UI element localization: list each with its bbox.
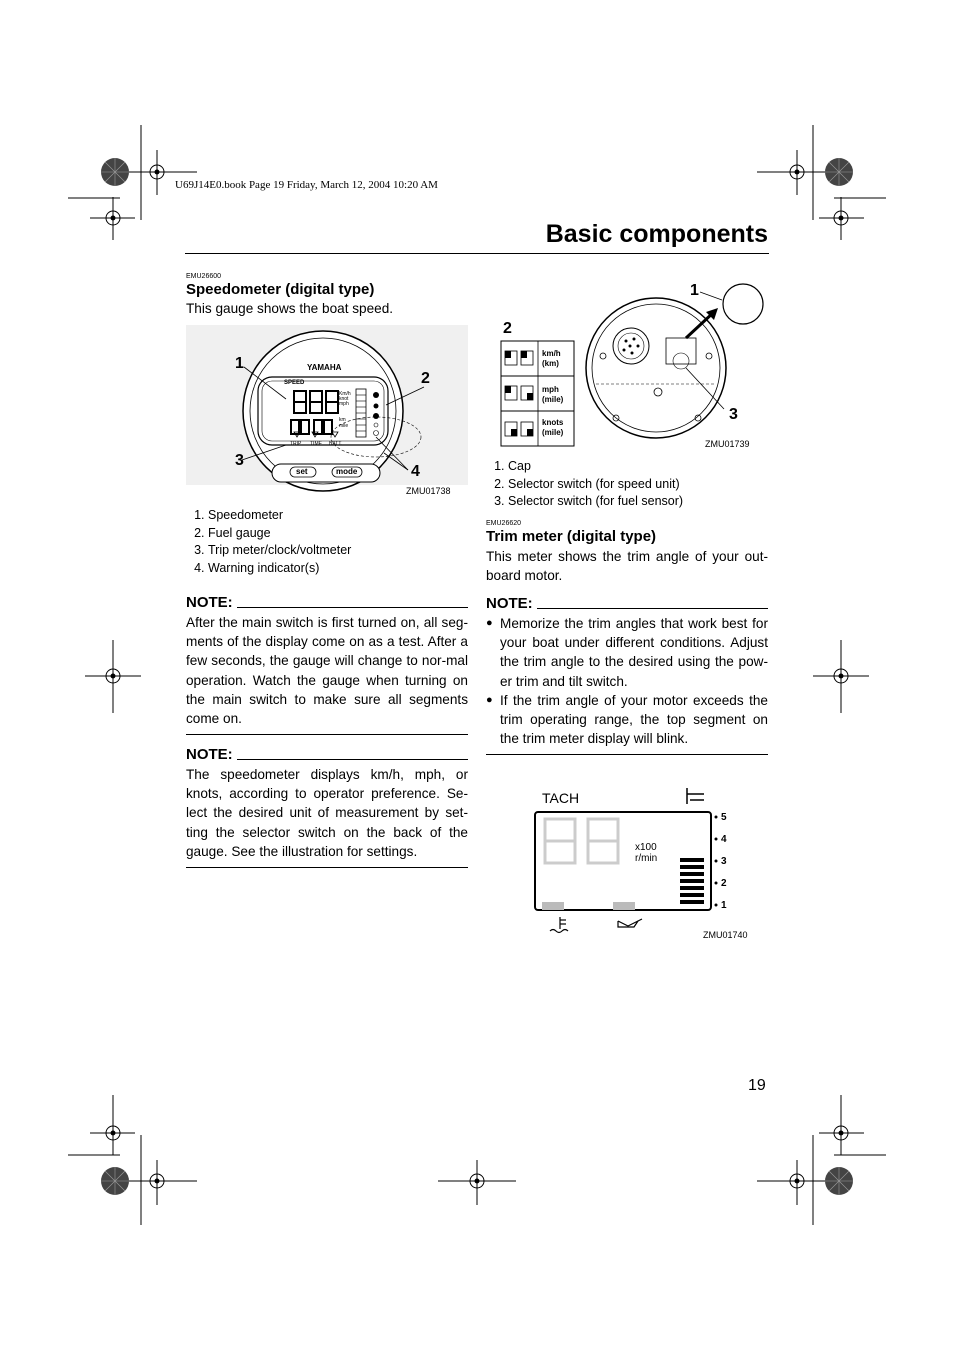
caption-item: 2. Fuel gauge [208,525,468,543]
note-1 [186,594,468,735]
callout-2: 2 [503,320,512,337]
section-heading: Trim meter (digital type) [486,528,657,545]
section-code: EMU26620 [486,520,522,527]
bullet-icon: ● [486,617,493,629]
callout-2: 2 [421,370,430,387]
page-title: Basic components [545,220,768,248]
note-label: NOTE: [186,746,233,763]
section-code: EMU26600 [186,273,222,280]
unit-kmh: Km/h [339,391,351,397]
setting-km: (km) [542,359,559,368]
scale-4: 4 [721,834,727,845]
unit-knot: knot [339,396,349,402]
tach-label: TACH [542,790,580,806]
speedometer-figure [186,325,468,500]
selector-switch-figure [486,276,770,456]
print-header: U69J14E0.book Page 19 Friday, March 12, 2004 10:20 AM [175,179,438,191]
callout-1: 1 [235,355,244,372]
scale-3: 3 [721,856,727,867]
figure-code: ZMU01739 [705,439,750,449]
unit-mph: mph [339,401,349,407]
unit-km: km [339,417,346,423]
section-intro: This gauge shows the boat speed. [186,301,394,316]
scale-5: 5 [721,812,727,823]
callout-4: 4 [411,463,420,480]
setting-mile: (mile) [542,428,564,437]
mode-button: mode [336,467,358,476]
unit-x100: x100 [635,842,657,853]
bullet-item: ● Memorize the trim angles that work best for your boat under different conditions. Adjust the trim angle to the desired using the pow-er trim and tilt switch. [486,614,768,691]
bullet-icon: ● [486,693,493,706]
figure-code: ZMU01738 [406,486,451,496]
callout-1: 1 [690,282,699,299]
title-divider [185,253,769,254]
figure-code: ZMU01740 [703,930,748,940]
caption-item: 1. Cap [508,458,768,476]
scale-2: 2 [721,878,727,889]
caption-item: 3. Trip meter/clock/voltmeter [208,542,468,560]
trim-meter-figure [530,784,755,944]
speed-label: SPEED [284,380,305,386]
note-text: The speedometer displays km/h, mph, or knots, according to operator preference. Se-lect the desired unit of measurement by set-ting the selector switch on the back of the gauge. See the illustration for settings. [186,767,468,859]
note-label: NOTE: [486,595,533,612]
bullet-item: ● If the trim angle of your motor exceeds the trim operating range, the top segment on the trim meter display will blink. [486,691,768,749]
brand-label: YAMAHA [307,363,342,372]
setting-knots: knots [542,418,564,427]
section-heading: Speedometer (digital type) [186,281,375,298]
page-number: 19 [748,1077,766,1094]
caption-item: 1. Speedometer [208,507,468,525]
note-text: After the main switch is first turned on, all seg-ments of the display come on as a test. After a few seconds, the gauge will change to nor-mal operation. Watch the gauge when turning on the main switch to make sure all segments come on. [186,615,468,727]
selector-captions [486,458,768,511]
callout-3: 3 [729,406,738,423]
speedometer-captions [186,507,468,577]
label-trip: TRIP [290,441,302,447]
note-label: NOTE: [186,594,233,611]
section-intro: This meter shows the trim angle of your out-board motor. [486,549,768,584]
setting-mile: (mile) [542,395,564,404]
setting-mph: mph [542,385,559,394]
scale-1: 1 [721,900,727,911]
note-3 [486,595,768,755]
label-batt: BATT. [329,441,343,447]
unit-rmin: r/min [635,853,658,864]
caption-item: 4. Warning indicator(s) [208,560,468,578]
setting-kmh: km/h [542,349,561,358]
label-time: TIME [310,441,322,447]
caption-item: 2. Selector switch (for speed unit) [508,476,768,494]
caption-item: 3. Selector switch (for fuel sensor) [508,493,768,511]
note-2 [186,746,468,868]
set-button: set [296,467,308,476]
unit-mile: mile [339,423,349,429]
callout-3: 3 [235,452,244,469]
